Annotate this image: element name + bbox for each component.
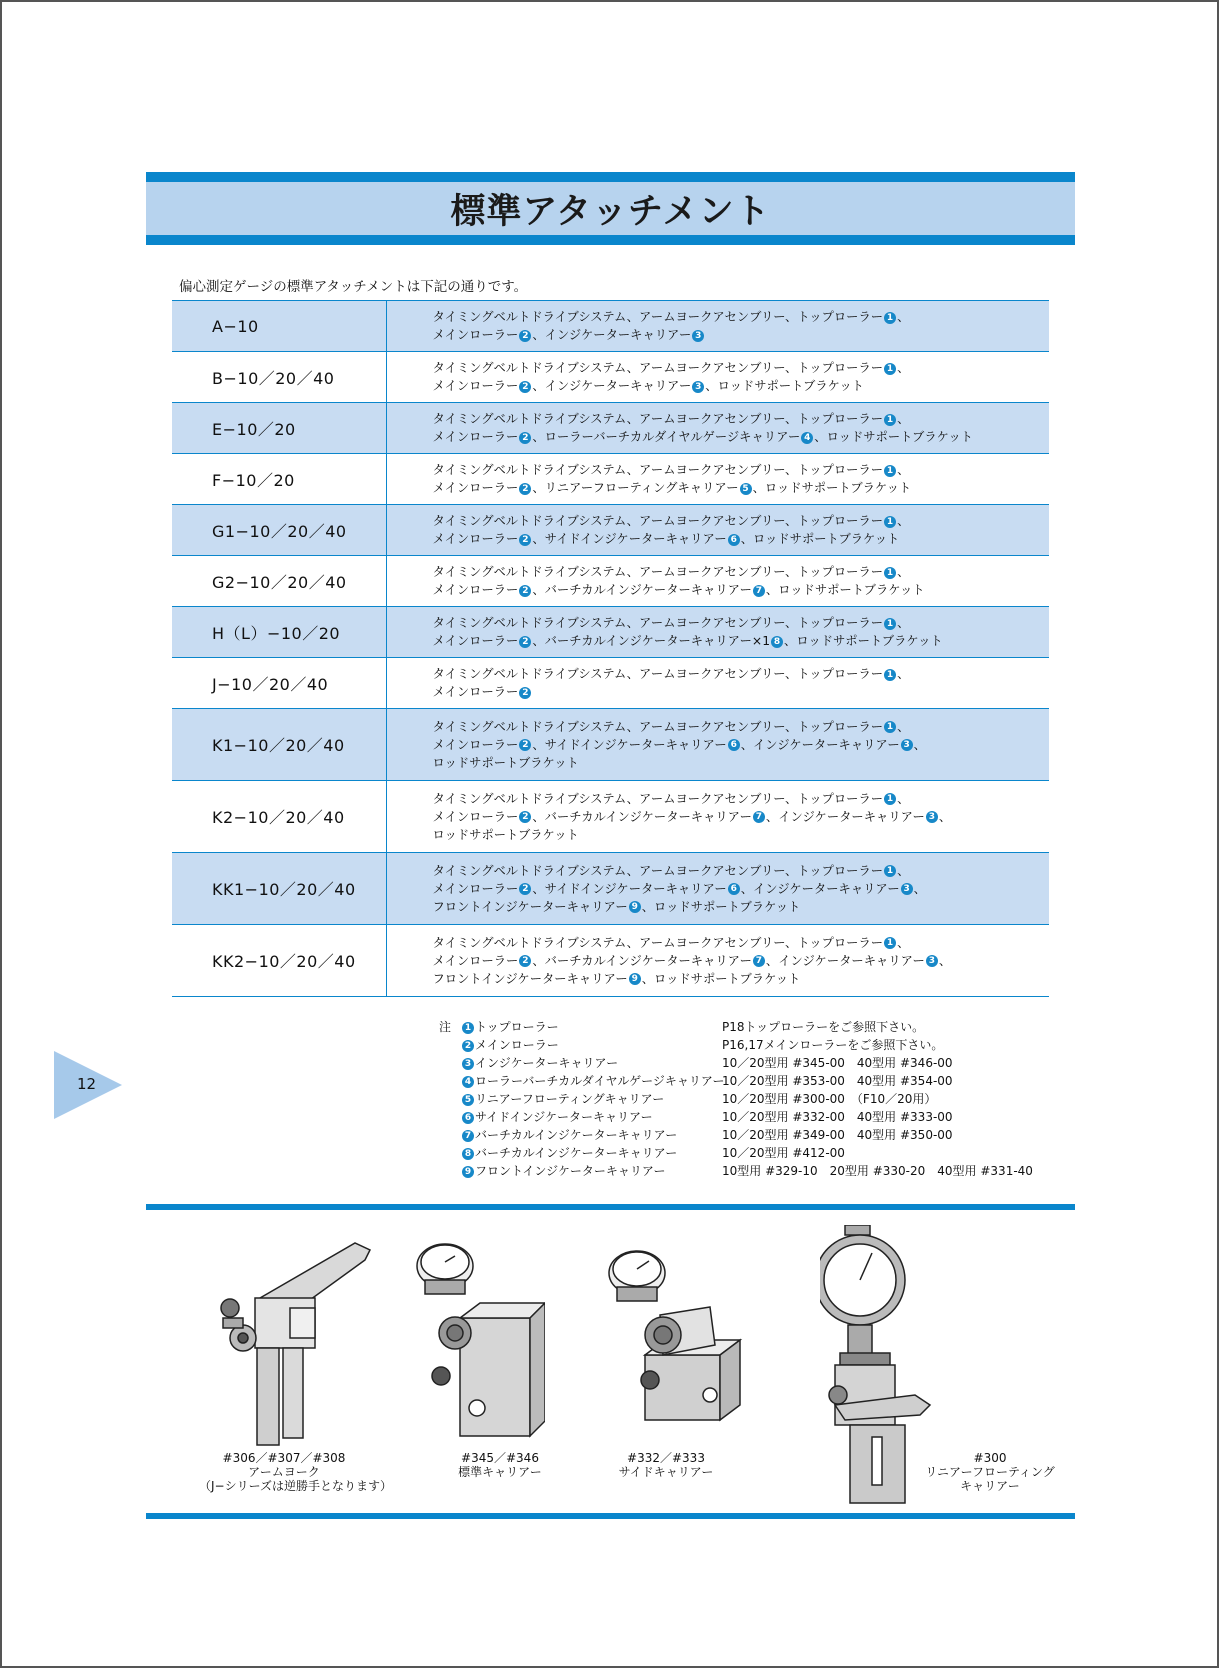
caption-line: アームヨーク bbox=[248, 1465, 320, 1479]
note-label bbox=[461, 1072, 724, 1090]
attachment-table-body bbox=[172, 301, 1049, 997]
description-line: タイミングベルトドライブシステム、アームヨークアセンブリー、トップローラー 1 、 bbox=[432, 361, 910, 375]
circled-number-badge: 2 bbox=[519, 955, 531, 967]
arm-yoke-illustration bbox=[205, 1238, 375, 1448]
note-reference: 10／20型用 #332-00 40型用 #333-00 bbox=[722, 1110, 953, 1124]
circled-number-badge: 7 bbox=[753, 585, 765, 597]
description-line: メインローラー 2 、インジケーターキャリアー 3 bbox=[433, 326, 1050, 344]
table-row bbox=[172, 853, 1049, 925]
circled-number-badge: 8 bbox=[771, 636, 783, 648]
circled-number-badge: 6 bbox=[728, 534, 740, 546]
note-label bbox=[461, 1144, 677, 1162]
table-row bbox=[172, 403, 1049, 454]
note-label-text: トップローラー bbox=[475, 1020, 559, 1034]
description-line: タイミングベルトドライブシステム、アームヨークアセンブリー、トップローラー 1 、 bbox=[432, 667, 910, 681]
circled-number-badge: 6 bbox=[728, 739, 740, 751]
description-line: メインローラー 2 bbox=[433, 683, 1050, 701]
circled-number-badge: 1 bbox=[884, 567, 896, 579]
model-description bbox=[386, 781, 1049, 853]
note-label bbox=[461, 1126, 677, 1144]
model-description bbox=[386, 403, 1049, 454]
circled-number-badge: 1 bbox=[884, 414, 896, 426]
model-name: B−10／20／40 bbox=[172, 352, 386, 403]
description-line: タイミングベルトドライブシステム、アームヨークアセンブリー、トップローラー 1 、 bbox=[432, 565, 910, 579]
circled-number-badge: 2 bbox=[519, 739, 531, 751]
circled-number-badge: 2 bbox=[519, 432, 531, 444]
circled-number-badge: 3 bbox=[926, 955, 938, 967]
circled-number-badge: 3 bbox=[901, 883, 913, 895]
note-label-text: ローラーバーチカルダイヤルゲージキャリアー bbox=[475, 1074, 725, 1088]
description-line: メインローラー 2 、サイドインジケーターキャリアー 6 、ロッドサポートブラケット bbox=[432, 532, 900, 546]
description-line: メインローラー 2 、バーチカルインジケーターキャリアー 7 、インジケーターキャリアー 3 、 bbox=[432, 953, 952, 968]
circled-number-badge: 2 bbox=[462, 1040, 474, 1052]
model-name: A−10 bbox=[172, 301, 386, 352]
description-line: タイミングベルトドライブシステム、アームヨークアセンブリー、トップローラー 1 、 bbox=[432, 719, 910, 734]
caption-line: （J−シリーズは逆勝手となります） bbox=[199, 1479, 392, 1493]
caption-line: 標準キャリアー bbox=[458, 1465, 542, 1479]
description-line: メインローラー 2 、バーチカルインジケーターキャリアー 7 、ロッドサポートブラケット bbox=[432, 583, 925, 597]
circled-number-badge: 1 bbox=[884, 312, 896, 324]
table-row bbox=[172, 781, 1049, 853]
caption-line: #332／#333 bbox=[627, 1451, 705, 1465]
attachment-table bbox=[172, 300, 1049, 997]
table-row bbox=[172, 301, 1049, 352]
note-label bbox=[461, 1162, 666, 1180]
description-line: メインローラー 2 、バーチカルインジケーターキャリアー 7 、インジケーターキャリアー 3 、 bbox=[432, 809, 952, 824]
rule-top-figures bbox=[146, 1204, 1075, 1210]
caption-line: サイドキャリアー bbox=[618, 1465, 714, 1479]
description-line: タイミングベルトドライブシステム、アームヨークアセンブリー、トップローラー 1 、 bbox=[432, 310, 910, 324]
note-label-text: インジケーターキャリアー bbox=[475, 1056, 619, 1070]
model-name: KK2−10／20／40 bbox=[172, 925, 386, 997]
caption-line: リニアーフローティング bbox=[925, 1465, 1055, 1479]
intro-text: 偏心測定ゲージの標準アタッチメントは下記の通りです。 bbox=[179, 279, 528, 295]
model-description bbox=[386, 352, 1049, 403]
model-description bbox=[386, 925, 1049, 997]
page-number: 12 bbox=[77, 1075, 97, 1093]
model-description bbox=[386, 505, 1049, 556]
circled-number-badge: 4 bbox=[801, 432, 813, 444]
caption-line: キャリアー bbox=[960, 1479, 1020, 1493]
caption-line: #345／#346 bbox=[461, 1451, 539, 1465]
model-name: E−10／20 bbox=[172, 403, 386, 454]
circled-number-badge: 2 bbox=[519, 883, 531, 895]
note-label bbox=[461, 1090, 664, 1108]
side-carrier-illustration bbox=[605, 1245, 745, 1435]
description-line: メインローラー 2 、インジケーターキャリアー 3 、ロッドサポートブラケット bbox=[432, 379, 864, 393]
circled-number-badge: 1 bbox=[884, 865, 896, 877]
table-row bbox=[172, 607, 1049, 658]
model-name: G1−10／20／40 bbox=[172, 505, 386, 556]
note-reference: P16,17メインローラーをご参照下さい。 bbox=[722, 1038, 944, 1052]
figure-caption-linear-floating-carrier bbox=[915, 1451, 1065, 1493]
description-line: タイミングベルトドライブシステム、アームヨークアセンブリー、トップローラー 1 、 bbox=[432, 616, 910, 630]
note-reference: 10／20型用 #349-00 40型用 #350-00 bbox=[722, 1128, 953, 1142]
model-name: K2−10／20／40 bbox=[172, 781, 386, 853]
description-line: タイミングベルトドライブシステム、アームヨークアセンブリー、トップローラー 1 、 bbox=[432, 463, 910, 477]
circled-number-badge: 3 bbox=[926, 811, 938, 823]
note-label-text: メインローラー bbox=[475, 1038, 559, 1052]
model-description bbox=[386, 607, 1049, 658]
circled-number-badge: 8 bbox=[462, 1148, 474, 1160]
standard-carrier-illustration bbox=[415, 1238, 545, 1438]
description-line: メインローラー 2 、サイドインジケーターキャリアー 6 、インジケーターキャリアー 3 、 bbox=[432, 737, 926, 752]
description-line: タイミングベルトドライブシステム、アームヨークアセンブリー、トップローラー 1 、 bbox=[432, 935, 910, 950]
circled-number-badge: 1 bbox=[462, 1022, 474, 1034]
description-line: ロッドサポートブラケット bbox=[432, 827, 579, 842]
circled-number-badge: 1 bbox=[884, 618, 896, 630]
circled-number-badge: 6 bbox=[728, 883, 740, 895]
description-line: メインローラー 2 、ローラーバーチカルダイヤルゲージキャリアー 4 、ロッドサポートブラケット bbox=[432, 430, 973, 444]
note-label-text: バーチカルインジケーターキャリアー bbox=[475, 1128, 678, 1142]
note-reference: 10／20型用 #353-00 40型用 #354-00 bbox=[722, 1074, 953, 1088]
note-reference: 10／20型用 #412-00 bbox=[722, 1146, 845, 1160]
circled-number-badge: 1 bbox=[884, 793, 896, 805]
note-label-text: リニアーフローティングキャリアー bbox=[475, 1092, 665, 1106]
description-line: タイミングベルトドライブシステム、アームヨークアセンブリー、トップローラー 1 、 bbox=[432, 514, 910, 528]
model-name: J−10／20／40 bbox=[172, 658, 386, 709]
note-reference: 10型用 #329-10 20型用 #330-20 40型用 #331-40 bbox=[722, 1164, 1033, 1178]
description-line: メインローラー 2 、リニアーフローティングキャリアー 5 、ロッドサポートブラケット bbox=[432, 481, 912, 495]
circled-number-badge: 2 bbox=[519, 330, 531, 342]
description-line: メインローラー 2 、バーチカルインジケーターキャリアー×1 8 、ロッドサポートブラケット bbox=[432, 634, 943, 648]
circled-number-badge: 1 bbox=[884, 516, 896, 528]
circled-number-badge: 1 bbox=[884, 363, 896, 375]
page-title: 標準アタッチメント bbox=[450, 191, 771, 232]
table-row bbox=[172, 925, 1049, 997]
circled-number-badge: 1 bbox=[884, 937, 896, 949]
circled-number-badge: 3 bbox=[901, 739, 913, 751]
description-line: タイミングベルトドライブシステム、アームヨークアセンブリー、トップローラー 1 、 bbox=[432, 791, 910, 806]
model-name: F−10／20 bbox=[172, 454, 386, 505]
circled-number-badge: 6 bbox=[462, 1112, 474, 1124]
circled-number-badge: 4 bbox=[462, 1076, 474, 1088]
model-description bbox=[386, 658, 1049, 709]
description-line: タイミングベルトドライブシステム、アームヨークアセンブリー、トップローラー 1 、 bbox=[432, 412, 910, 426]
table-row bbox=[172, 709, 1049, 781]
figure-caption-side-carrier bbox=[606, 1451, 726, 1479]
circled-number-badge: 5 bbox=[462, 1094, 474, 1106]
table-row bbox=[172, 352, 1049, 403]
model-description bbox=[386, 709, 1049, 781]
note-label bbox=[461, 1054, 618, 1072]
circled-number-badge: 3 bbox=[462, 1058, 474, 1070]
table-row bbox=[172, 505, 1049, 556]
model-description bbox=[386, 301, 1049, 352]
model-description bbox=[386, 454, 1049, 505]
model-description bbox=[386, 556, 1049, 607]
model-name: H（L）−10／20 bbox=[172, 607, 386, 658]
circled-number-badge: 3 bbox=[692, 330, 704, 342]
caption-line: #300 bbox=[973, 1451, 1007, 1465]
note-label bbox=[461, 1036, 559, 1054]
rule-bottom-figures bbox=[146, 1513, 1075, 1519]
table-row bbox=[172, 658, 1049, 709]
figure-caption-arm-yoke bbox=[199, 1451, 392, 1493]
note-label-text: バーチカルインジケーターキャリアー bbox=[475, 1146, 678, 1160]
circled-number-badge: 1 bbox=[884, 465, 896, 477]
note-label bbox=[461, 1108, 653, 1126]
note-reference: P18トップローラーをご参照下さい。 bbox=[722, 1020, 925, 1034]
circled-number-badge: 7 bbox=[462, 1130, 474, 1142]
circled-number-badge: 9 bbox=[629, 901, 641, 913]
note-label-text: フロントインジケーターキャリアー bbox=[475, 1164, 666, 1178]
notes-mark: 注 bbox=[439, 1020, 452, 1034]
circled-number-badge: 7 bbox=[753, 955, 765, 967]
description-line: メインローラー 2 、サイドインジケーターキャリアー 6 、インジケーターキャリアー 3 、 bbox=[432, 881, 926, 896]
description-line: フロントインジケーターキャリアー 9 、ロッドサポートブラケット bbox=[432, 971, 801, 986]
figure-caption-standard-carrier bbox=[440, 1451, 560, 1479]
circled-number-badge: 2 bbox=[519, 687, 531, 699]
description-line: ロッドサポートブラケット bbox=[432, 755, 579, 770]
description-line: フロントインジケーターキャリアー 9 、ロッドサポートブラケット bbox=[432, 899, 801, 914]
circled-number-badge: 2 bbox=[519, 483, 531, 495]
circled-number-badge: 1 bbox=[884, 669, 896, 681]
table-row bbox=[172, 556, 1049, 607]
note-label bbox=[461, 1018, 559, 1036]
circled-number-badge: 2 bbox=[519, 636, 531, 648]
circled-number-badge: 7 bbox=[753, 811, 765, 823]
circled-number-badge: 5 bbox=[740, 483, 752, 495]
circled-number-badge: 2 bbox=[519, 585, 531, 597]
model-description bbox=[386, 853, 1049, 925]
table-row bbox=[172, 454, 1049, 505]
circled-number-badge: 1 bbox=[884, 721, 896, 733]
circled-number-badge: 2 bbox=[519, 381, 531, 393]
circled-number-badge: 3 bbox=[692, 381, 704, 393]
note-label-text: サイドインジケーターキャリアー bbox=[475, 1110, 653, 1124]
caption-line: #306／#307／#308 bbox=[222, 1451, 346, 1465]
circled-number-badge: 2 bbox=[519, 534, 531, 546]
circled-number-badge: 9 bbox=[629, 973, 641, 985]
model-name: K1−10／20／40 bbox=[172, 709, 386, 781]
description-line: タイミングベルトドライブシステム、アームヨークアセンブリー、トップローラー 1 、 bbox=[432, 863, 910, 878]
note-reference: 10／20型用 #345-00 40型用 #346-00 bbox=[722, 1056, 953, 1070]
note-reference: 10／20型用 #300-00 （F10／20用） bbox=[722, 1092, 937, 1106]
title-band bbox=[146, 172, 1075, 245]
model-name: KK1−10／20／40 bbox=[172, 853, 386, 925]
model-name: G2−10／20／40 bbox=[172, 556, 386, 607]
circled-number-badge: 9 bbox=[462, 1166, 474, 1178]
circled-number-badge: 2 bbox=[519, 811, 531, 823]
